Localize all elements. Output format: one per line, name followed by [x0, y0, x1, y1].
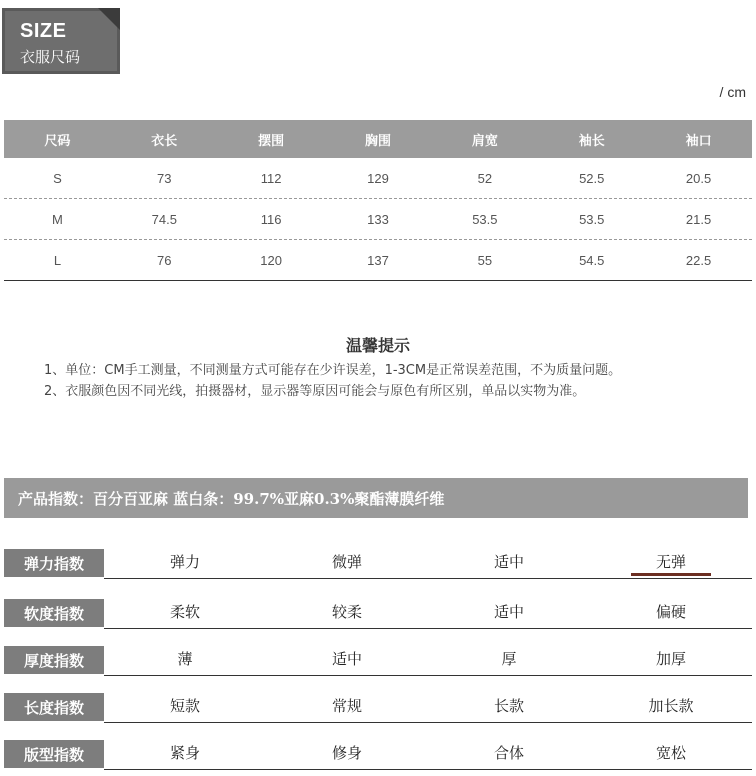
table-cell: 53.5 [472, 211, 498, 227]
table-cell: 133 [367, 211, 389, 227]
table-cell: 73 [157, 170, 172, 186]
header-cell: 摆围 [258, 133, 285, 149]
index-option: 紧身 [169, 744, 200, 762]
index-line [104, 675, 752, 676]
index-option: 适中 [493, 603, 524, 621]
index-label: 长度指数 [4, 693, 104, 721]
index-line [104, 628, 752, 629]
table-row [4, 158, 752, 199]
index-option: 常规 [331, 697, 362, 715]
index-row-softness [4, 599, 752, 629]
tips-title: 温馨提示 [345, 336, 410, 355]
index-line [104, 578, 752, 579]
index-option: 薄 [177, 650, 193, 668]
index-row-length [4, 693, 752, 723]
index-option: 微弹 [331, 553, 362, 571]
index-label: 弹力指数 [4, 549, 104, 577]
badge-subtitle: 衣服尺码 [20, 48, 81, 66]
table-cell: 55 [477, 252, 493, 268]
header-cell: 肩宽 [471, 133, 498, 149]
material-text: 产品指数：百分百亚麻 蓝白条：99.7%亚麻0.3%聚酯薄膜纤维 [18, 489, 445, 508]
index-line [104, 769, 752, 770]
unit-label: / cm [719, 84, 746, 100]
index-row-thickness [4, 646, 752, 676]
badge-title: SIZE [20, 20, 67, 42]
index-row-elasticity [4, 549, 752, 579]
table-cell: 52.5 [579, 170, 605, 186]
index-option: 适中 [331, 650, 362, 668]
index-option: 宽松 [655, 744, 686, 762]
header-cell: 袖长 [578, 133, 605, 149]
table-cell: 137 [367, 252, 389, 268]
table-cell: 53.5 [579, 211, 605, 227]
header-cell: 袖口 [685, 133, 712, 149]
table-cell: 76 [157, 252, 172, 268]
table-cell: 22.5 [685, 252, 712, 268]
table-cell: 120 [260, 252, 282, 268]
index-option: 加长款 [648, 697, 694, 715]
table-cell: M [52, 211, 63, 227]
index-option: 较柔 [331, 603, 362, 621]
table-row [4, 199, 752, 240]
tip-item: 1、单位：CM手工测量，不同测量方式可能存在少许误差，1-3CM是正常误差范围，不为质量问题。 [44, 363, 622, 378]
index-option: 短款 [169, 697, 200, 715]
index-line [104, 722, 752, 723]
index-label: 版型指数 [4, 740, 104, 768]
table-cell: 21.5 [685, 211, 712, 227]
table-cell: L [53, 252, 62, 268]
index-option: 适中 [493, 553, 524, 571]
size-badge [2, 8, 120, 74]
index-option: 长款 [493, 697, 524, 715]
index-option: 柔软 [169, 603, 200, 621]
index-label: 厚度指数 [4, 646, 104, 674]
table-cell: 116 [260, 211, 282, 227]
header-cell: 衣长 [151, 133, 178, 149]
index-option: 合体 [493, 744, 524, 762]
table-cell: 54.5 [579, 252, 605, 268]
table-cell: 52 [477, 170, 493, 186]
index-option: 加厚 [655, 650, 686, 668]
table-cell: S [53, 170, 62, 186]
header-cell: 尺码 [44, 133, 71, 149]
badge-corner [98, 8, 120, 30]
table-cell: 112 [260, 170, 282, 186]
size-table [4, 120, 752, 281]
material-composition-bar [4, 478, 748, 518]
header-cell: 胸围 [365, 133, 392, 149]
index-label: 软度指数 [4, 599, 104, 627]
index-option: 弹力 [169, 553, 200, 571]
index-option-selected: 无弹 [631, 551, 711, 576]
index-option: 偏硬 [655, 603, 686, 621]
table-row [4, 240, 752, 281]
index-row-fit [4, 740, 752, 770]
tip-item: 2、衣服颜色因不同光线，拍摄器材，显示器等原因可能会与原色有所区别，单品以实物为准。 [44, 384, 586, 399]
table-cell: 20.5 [685, 170, 712, 186]
index-option: 厚 [501, 650, 517, 668]
table-cell: 74.5 [151, 211, 177, 227]
table-cell: 129 [367, 170, 389, 186]
size-table-header [4, 120, 752, 158]
index-option: 修身 [331, 744, 362, 762]
